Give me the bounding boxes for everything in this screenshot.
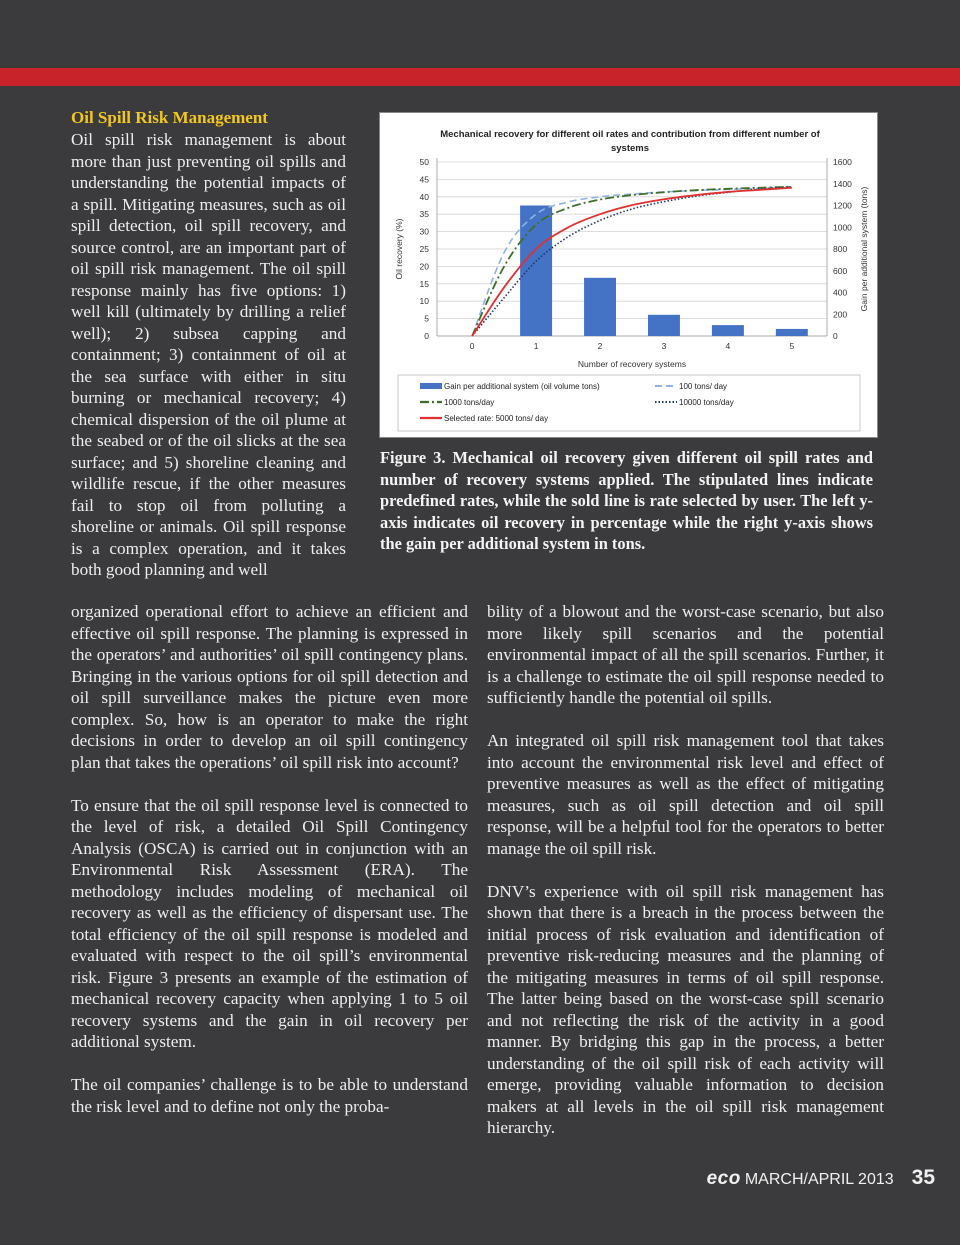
y-tick-label: 40 (419, 191, 429, 202)
article-heading: Oil Spill Risk Management (71, 108, 268, 127)
series-line (472, 188, 792, 336)
article-column-left-top (71, 129, 346, 581)
paragraph: bility of a blowout and the worst-case scenario, but also more likely spill scenarios and the potential environmental impact of all the spill scenarios. Further, it is a challenge to estimate the oil spill response needed to sufficiently handle the potential oil spills. (487, 602, 884, 707)
x-tick-label: 1 (533, 341, 539, 351)
paragraph: The oil companies’ challenge is to be able to understand the risk level and to define not only the proba- (71, 1075, 468, 1116)
figure-caption: Figure 3. Mechanical oil recovery given different oil spill rates and number of recovery systems applied. The stipulated lines indicate predefined rates, while the sold line is rate selected by user. The left y-axis indicates oil recovery in percentage while the right y-axis shows the gain per additional system in tons. (380, 448, 873, 553)
legend-label: 10000 tons/day (679, 398, 734, 407)
y2-tick-label: 200 (833, 309, 848, 320)
y2-tick-label: 400 (833, 287, 848, 298)
x-tick-label: 0 (469, 341, 475, 351)
x-tick-label: 2 (597, 341, 603, 351)
y-axis-label: Oil recovery (%) (394, 218, 404, 280)
magazine-logo: eco (706, 1168, 741, 1189)
y-tick-label: 35 (419, 209, 429, 220)
y2-axis-label: Gain per additional system (tons) (859, 186, 869, 312)
y-tick-label: 30 (419, 226, 429, 237)
legend-label: Gain per additional system (oil volume tons) (444, 382, 600, 391)
y-tick-label: 20 (419, 261, 429, 272)
legend-label: 1000 tons/day (444, 398, 495, 407)
figure-chart (379, 112, 878, 438)
y2-tick-label: 1000 (833, 222, 852, 233)
series-line (472, 188, 792, 336)
article-column-right (487, 601, 884, 1160)
chart-title-line: Mechanical recovery for different oil rates and contribution from different number of (440, 129, 820, 140)
y-tick-label: 5 (424, 313, 429, 324)
y-tick-label: 0 (424, 331, 429, 341)
paragraph: To ensure that the oil spill response level is connected to the level of risk, a detailed Oil Spill Contingency Analysis (OSCA) is carried out in conjunction with an Environmental Risk Assessment (ERA). The methodology includes modeling of mechanical oil recovery as well as the efficiency of dispersant use. The total efficiency of the oil spill response is modeled and evaluated with respect to the oil spill’s environmental risk. Figure 3 presents an example of the estimation of mechanical recovery capacity when applying 1 to 5 oil recovery systems and the gain in oil recovery per additional system. (71, 795, 468, 1051)
page-footer (707, 1166, 935, 1190)
red-header-band (0, 68, 960, 86)
x-tick-label: 4 (725, 341, 731, 351)
y-tick-label: 50 (419, 157, 429, 167)
legend-label: Selected rate: 5000 tons/ day (444, 414, 549, 423)
issue-date: MARCH/APRIL 2013 (744, 1171, 894, 1188)
bar (776, 329, 808, 336)
y2-tick-label: 1600 (833, 157, 852, 167)
bar (712, 325, 744, 336)
y2-tick-label: 1200 (833, 200, 852, 211)
x-axis-label: Number of recovery systems (577, 359, 687, 369)
y-tick-label: 45 (419, 174, 429, 185)
top-band (0, 0, 960, 68)
legend-label: 100 tons/ day (679, 382, 728, 391)
paragraph: organized operational effort to achieve an efficient and effective oil spill response. The planning is expressed in the operators’ and authorities’ oil spill contingency plans. Bringing in the various options for oil spill detection and oil spill surveillance makes the picture even more complex. So, how is an operator to make the right decisions in order to develop an oil spill contingency plan that takes the operations’ oil spill risk into account? (71, 602, 468, 772)
y2-tick-label: 800 (833, 244, 848, 254)
y-tick-label: 25 (419, 244, 429, 254)
y-tick-label: 15 (419, 278, 429, 289)
chart-title-line: systems (610, 143, 650, 154)
bar (584, 278, 616, 336)
paragraph: An integrated oil spill risk management tool that takes into account the environmental risk level and effect of preventive measures as well as the effect of mitigating measures, such as oil spill detection and oil spill response, will be a helpful tool for the operators to better manage the oil spill risk. (487, 731, 884, 858)
chart-svg (380, 113, 877, 437)
bar (520, 206, 552, 337)
series-line (472, 187, 792, 336)
paragraph: Oil spill risk management is about more than just preventing oil spills and understanding the potential impacts of a spill. Mitigating measures, such as oil spill detection, oil spill recovery, and source control, are an important part of oil spill risk management. The oil spill response mainly has five options: 1) well kill (ultimately by drilling a relief well); 2) subsea capping and containment; 3) containment of oil at the sea surface with either in situ burning or mechanical recovery; 4) chemical dispersion of the oil plume at the seabed or of the oil slicks at the sea surface; and 5) shoreline cleaning and wildlife rescue, if the other measures fail to stop oil from polluting a shoreline or animals. Oil spill response is a complex operation, and it takes both good planning and well (71, 130, 346, 579)
paragraph: DNV’s experience with oil spill risk management has shown that there is a breach in the process between the initial process of risk evaluation and identification of preventive risk-reducing measures and the planning of the mitigating measures in terms of oil spill response. The latter being based on the worst-case spill scenario and not reflecting the risk of the activity in a good manner. By bridging this gap in the process, a better understanding of the oil spill risk of each activity will emerge, providing valuable information to decision makers at all levels in the oil spill risk management hierarchy. (487, 881, 884, 1137)
article-column-left (71, 601, 468, 1139)
x-tick-label: 5 (789, 341, 795, 351)
y2-tick-label: 0 (833, 331, 838, 341)
y-tick-label: 10 (419, 296, 429, 307)
x-tick-label: 3 (661, 341, 667, 351)
y2-tick-label: 600 (833, 265, 848, 276)
y2-tick-label: 1400 (833, 178, 852, 189)
series-line (472, 187, 792, 336)
page-number: 35 (911, 1166, 935, 1189)
legend-swatch (420, 383, 442, 389)
bar (648, 315, 680, 336)
